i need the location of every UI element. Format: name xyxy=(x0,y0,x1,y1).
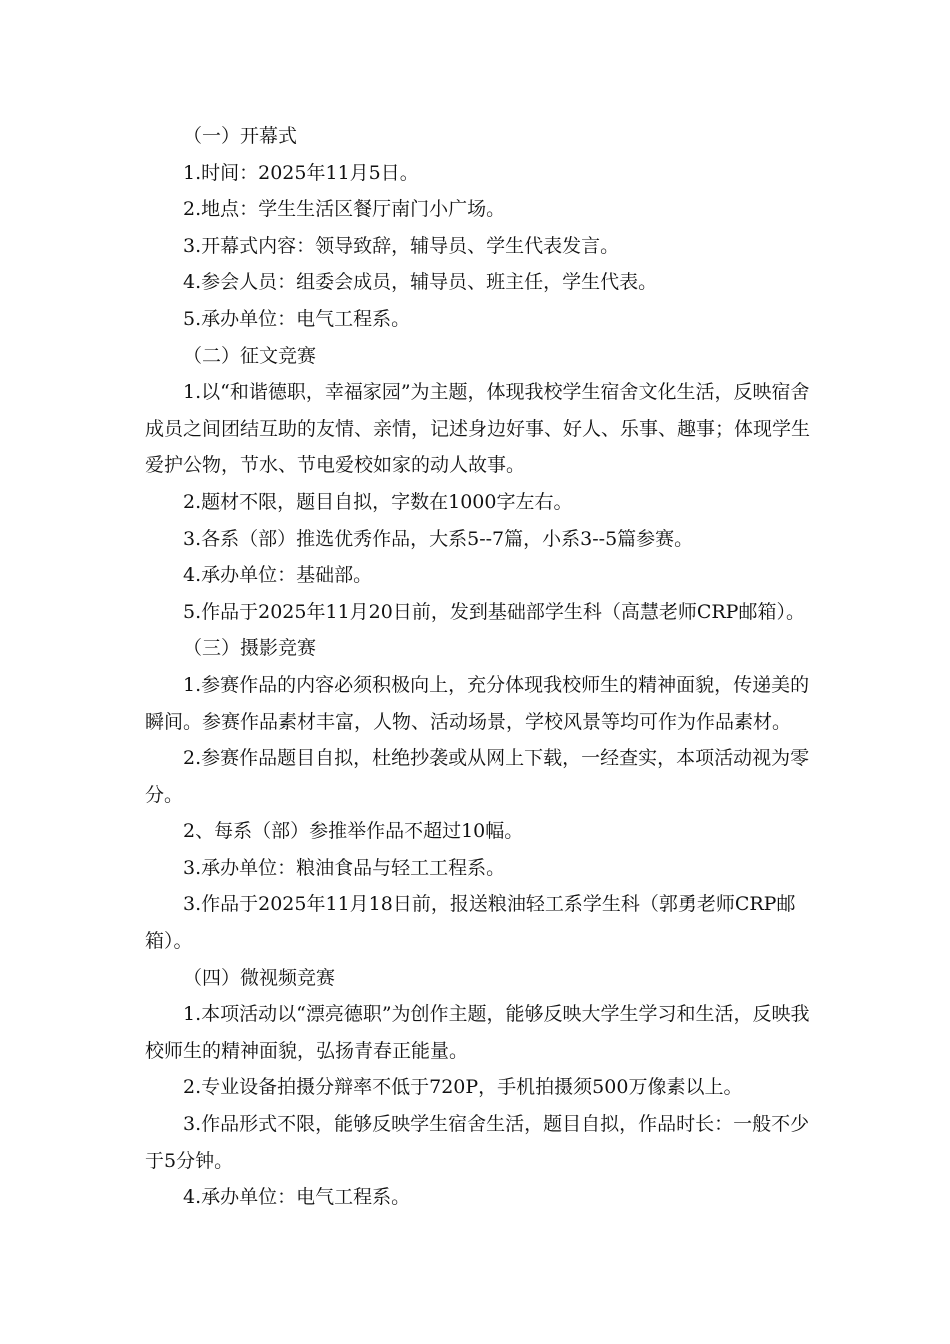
paragraph: 3.作品于2025年11月18日前，报送粮油轻工系学生科（郭勇老师CRP邮箱）。 xyxy=(145,893,796,953)
paragraph: 4.承办单位：电气工程系。 xyxy=(183,1186,411,1209)
paragraph: 5.作品于2025年11月20日前，发到基础部学生科（高慧老师CRP邮箱）。 xyxy=(183,600,805,623)
paragraph: 2.专业设备拍摄分辩率不低于720P，手机拍摄须500万像素以上。 xyxy=(183,1076,743,1099)
paragraph: 2、每系（部）参推举作品不超过10幅。 xyxy=(183,820,524,843)
paragraph: 2.题材不限，题目自拟，字数在1000字左右。 xyxy=(183,490,573,513)
section-heading-microvideo: （四）微视频竞赛 xyxy=(183,966,336,989)
section-heading-essay: （二）征文竞赛 xyxy=(183,344,317,367)
paragraph: 4.承办单位：基础部。 xyxy=(183,564,373,587)
paragraph: 2.地点：学生生活区餐厅南门小广场。 xyxy=(183,198,506,221)
paragraph: 2.参赛作品题目自拟，杜绝抄袭或从网上下载，一经查实，本项活动视为零分。 xyxy=(145,747,810,806)
paragraph: 3.各系（部）推选优秀作品，大系5--7篇，小系3--5篇参赛。 xyxy=(183,527,694,550)
paragraph: 3.承办单位：粮油食品与轻工工程系。 xyxy=(183,856,506,879)
section-heading-opening: （一）开幕式 xyxy=(183,125,298,147)
paragraph: 1.时间：2025年11月5日。 xyxy=(183,161,419,184)
section-heading-photography: （三）摄影竞赛 xyxy=(183,637,317,660)
paragraph: 3.开幕式内容：领导致辞，辅导员、学生代表发言。 xyxy=(183,234,620,257)
paragraph: 4.参会人员：组委会成员，辅导员、班主任，学生代表。 xyxy=(183,271,658,294)
document-page xyxy=(145,118,815,1216)
paragraph: 1.本项活动以“漂亮德职”为创作主题，能够反映大学生学习和生活，反映我校师生的精神面貌，弘扬青春正能量。 xyxy=(145,1003,810,1062)
paragraph: 1.参赛作品的内容必须积极向上，充分体现我校师生的精神面貌，传递美的瞬间。参赛作品素材丰富，人物、活动场景，学校风景等均可作为作品素材。 xyxy=(145,673,810,733)
paragraph: 1.以“和谐德职，幸福家园”为主题，体现我校学生宿舍文化生活，反映宿舍成员之间团结互助的友情、亲情，记述身边好事、好人、乐事、趣事；体现学生爱护公物，节水、节电爱校如家的动人故事。 xyxy=(145,381,811,477)
paragraph: 5.承办单位：电气工程系。 xyxy=(183,307,411,330)
paragraph: 3.作品形式不限，能够反映学生宿舍生活，题目自拟，作品时长：一般不少于5分钟。 xyxy=(145,1113,810,1172)
